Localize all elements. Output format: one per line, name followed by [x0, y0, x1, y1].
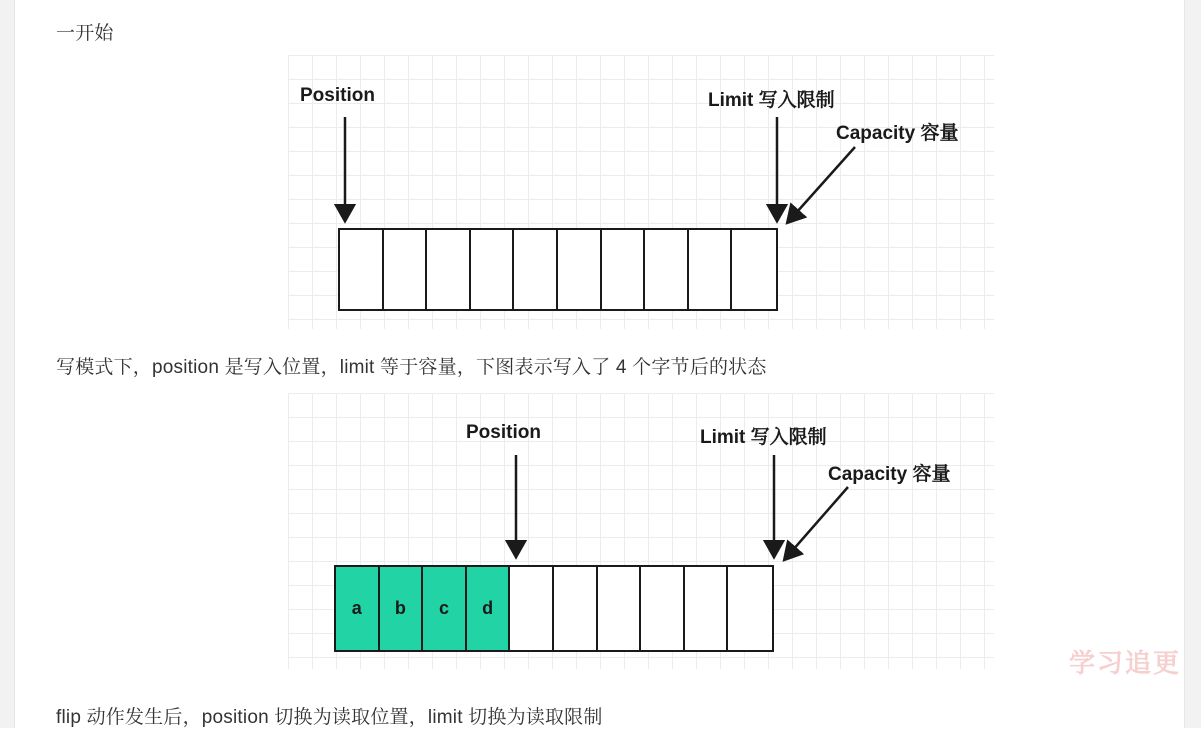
figure2-capacity-label: Capacity 容量: [828, 464, 951, 485]
figure2-cell: b: [380, 567, 424, 650]
figure1-limit-label: Limit 写入限制: [708, 90, 835, 111]
figure1-cell: [514, 230, 558, 309]
figure1-cell: [732, 230, 776, 309]
figure2-cell: c: [423, 567, 467, 650]
figure2-cell: [641, 567, 685, 650]
figure2-cell: [685, 567, 729, 650]
figure-initial-state: [288, 55, 994, 329]
figure1-cell: [384, 230, 428, 309]
figure1-buffer-cells: [338, 228, 778, 311]
figure2-limit-label: Limit 写入限制: [700, 427, 827, 448]
figure-after-write-state: [288, 393, 994, 669]
figure1-cell: [645, 230, 689, 309]
intro-text: 一开始: [56, 23, 114, 44]
watermark: 学习追更: [1068, 648, 1181, 678]
figure1-cell: [340, 230, 384, 309]
figure2-cell: [728, 567, 772, 650]
figure2-cell: [598, 567, 642, 650]
figure2-cell: [510, 567, 554, 650]
figure1-position-label: Position: [300, 85, 375, 106]
figure2-buffer-cells: [334, 565, 774, 652]
mid-text: 写模式下，position 是写入位置，limit 等于容量，下图表示写入了 4 个字节后的状态: [56, 357, 767, 378]
page-gutter-left: [0, 0, 15, 728]
figure1-cell: [558, 230, 602, 309]
figure2-cell: d: [467, 567, 511, 650]
page-gutter-right: [1184, 0, 1201, 728]
figure1-cell: [427, 230, 471, 309]
figure1-cell: [471, 230, 515, 309]
figure2-cell: a: [336, 567, 380, 650]
figure1-cell: [689, 230, 733, 309]
figure1-capacity-label: Capacity 容量: [836, 123, 959, 144]
figure2-cell: [554, 567, 598, 650]
figure2-position-label: Position: [466, 422, 541, 443]
bottom-text: flip 动作发生后，position 切换为读取位置，limit 切换为读取限制: [56, 707, 603, 728]
figure1-cell: [602, 230, 646, 309]
